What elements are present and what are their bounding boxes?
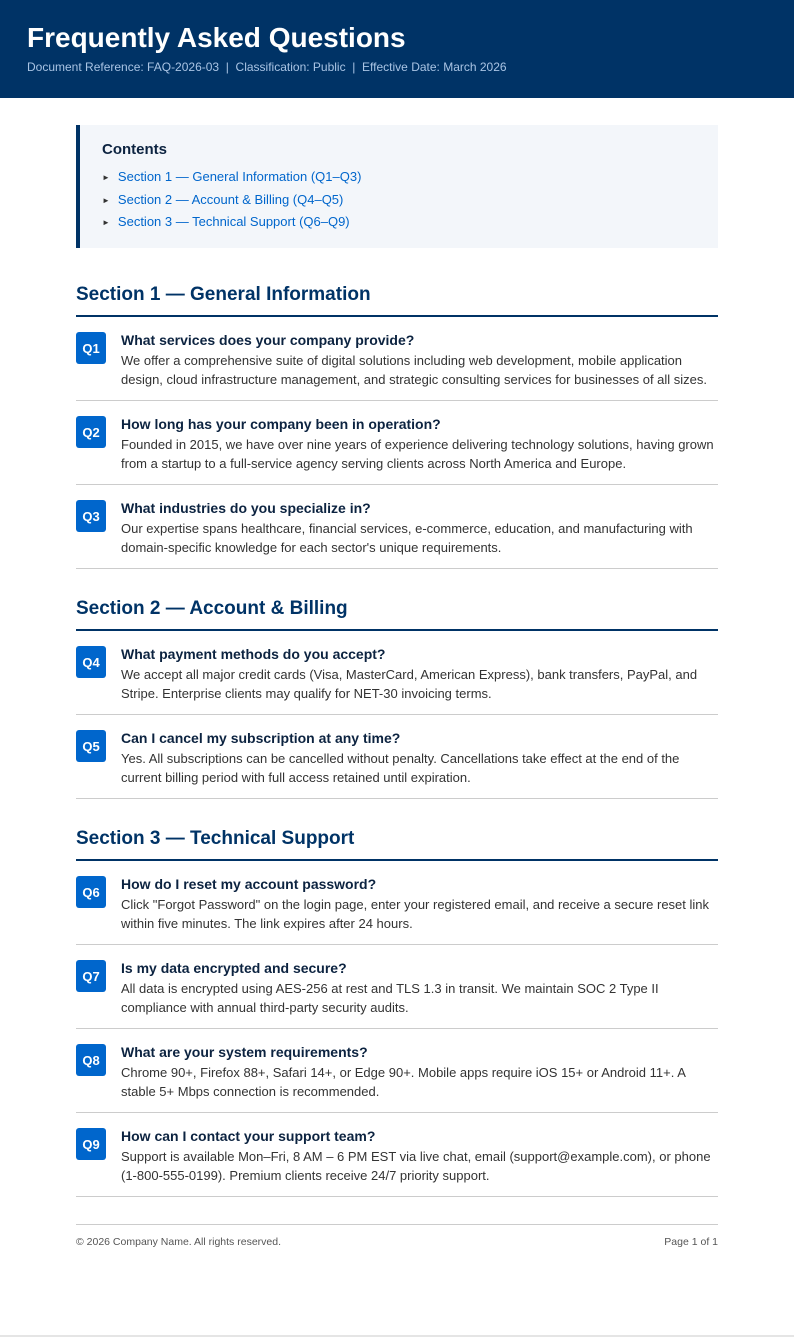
faq-body (121, 415, 718, 473)
toc-link[interactable]: Section 2 — Account & Billing (Q4–Q5) (117, 191, 344, 207)
toc-item-1[interactable] (102, 166, 696, 189)
toc-link[interactable]: Section 3 — Technical Support (Q6–Q9) (117, 214, 350, 229)
answer: Our expertise spans healthcare, financial services, e-commerce, education, and manufacturing with domain-specific knowledge for each sector's unique requirements. (121, 521, 693, 555)
faq-item (76, 401, 718, 485)
section-heading: Section 3 — Technical Support (76, 828, 718, 861)
bullet-triangle-icon: ► (102, 218, 110, 227)
section-1 (76, 284, 718, 569)
faq-body (121, 331, 718, 389)
question-badge: Q8 (76, 1044, 106, 1076)
faq-item (76, 631, 718, 715)
question: How long has your company been in operation? (121, 416, 441, 432)
document-meta: Document Reference: FAQ-2026-03 | Classification: Public | Effective Date: March 2026 (27, 60, 507, 74)
toc-item-3[interactable] (102, 211, 696, 234)
question: How do I reset my account password? (121, 876, 377, 892)
question: What are your system requirements? (121, 1044, 368, 1060)
faq-item (76, 317, 718, 401)
section-heading: Section 2 — Account & Billing (76, 598, 718, 631)
question-badge: Q2 (76, 416, 106, 448)
faq-body (121, 729, 718, 787)
question-badge: Q4 (76, 646, 106, 678)
question: What services does your company provide? (121, 332, 415, 348)
question: What industries do you specialize in? (121, 500, 371, 516)
faq-body (121, 1127, 718, 1185)
page-number: Page 1 of 1 (664, 1236, 718, 1248)
faq-item (76, 485, 718, 569)
bullet-triangle-icon: ► (102, 173, 110, 182)
toc-list (102, 166, 696, 234)
question-badge: Q6 (76, 876, 106, 908)
question: Can I cancel my subscription at any time? (121, 730, 401, 746)
page-title: Frequently Asked Questions (27, 22, 406, 53)
faq-body (121, 959, 718, 1017)
answer: Founded in 2015, we have over nine years of experience delivering technology solutions, having grown from a startup to a full-service agency serving clients across North America and Europe. (121, 437, 714, 471)
page-footer (76, 1224, 718, 1248)
faq-body (121, 1043, 718, 1101)
answer: We offer a comprehensive suite of digital solutions including web development, mobile application design, cloud infrastructure management, and strategic consulting services for businesses of all sizes. (121, 353, 708, 387)
question-badge: Q7 (76, 960, 106, 992)
faq-body (121, 875, 718, 933)
question-badge: Q5 (76, 730, 106, 762)
faq-body (121, 645, 718, 703)
answer: Yes. All subscriptions can be cancelled without penalty. Cancellations take effect at the end of the current billing period with full access retained until expiration. (121, 751, 680, 785)
question-badge: Q1 (76, 332, 106, 364)
faq-sections (76, 284, 718, 1197)
copyright: © 2026 Company Name. All rights reserved. (76, 1236, 281, 1248)
faq-item (76, 945, 718, 1029)
section-2 (76, 598, 718, 799)
answer: Support is available Mon–Fri, 8 AM – 6 PM EST via live chat, email (support@example.com), or phone (1-800-555-0199). Premium clients receive 24/7 priority support. (121, 1149, 711, 1183)
answer: All data is encrypted using AES-256 at rest and TLS 1.3 in transit. We maintain SOC 2 Type II compliance with annual third-party security audits. (121, 981, 659, 1015)
faq-item (76, 715, 718, 799)
faq-item (76, 1113, 718, 1197)
toc-title: Contents (102, 141, 167, 158)
section-3 (76, 828, 718, 1197)
answer: We accept all major credit cards (Visa, MasterCard, American Express), bank transfers, PayPal, and Stripe. Enterprise clients may qualify for NET-30 invoicing terms. (121, 667, 698, 701)
bullet-triangle-icon: ► (102, 195, 110, 205)
faq-item (76, 1029, 718, 1113)
table-of-contents (76, 125, 718, 248)
question: What payment methods do you accept? (121, 646, 386, 662)
page-header (0, 0, 794, 98)
toc-link[interactable]: Section 1 — General Information (Q1–Q3) (117, 169, 362, 184)
section-heading: Section 1 — General Information (76, 284, 718, 317)
question: Is my data encrypted and secure? (121, 960, 347, 976)
answer: Chrome 90+, Firefox 88+, Safari 14+, or Edge 90+. Mobile apps require iOS 15+ or Android 11+. A stable 5+ Mbps connection is recommended. (121, 1065, 686, 1099)
question: How can I contact your support team? (121, 1128, 376, 1144)
question-badge: Q9 (76, 1128, 106, 1160)
question-badge: Q3 (76, 500, 106, 532)
faq-body (121, 499, 718, 557)
answer: Click "Forgot Password" on the login page, enter your registered email, and receive a secure reset link within five minutes. The link expires after 24 hours. (121, 897, 710, 931)
toc-item-2[interactable] (102, 189, 696, 212)
faq-item (76, 861, 718, 945)
